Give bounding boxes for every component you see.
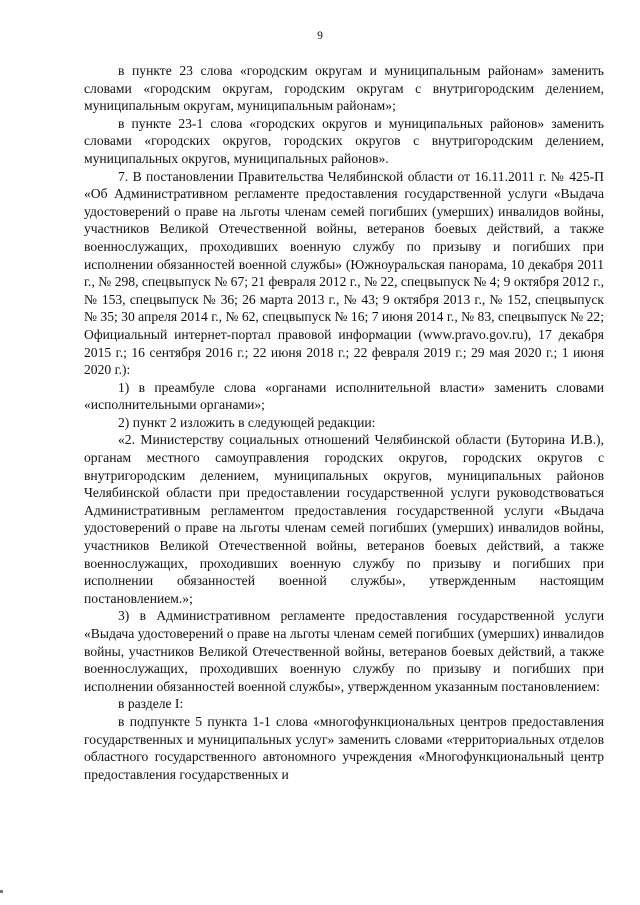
paragraph-item-23: в пункте 23 слова «городским округам и муниципальным районам» заменить словами «городским округам, городским округам с внутригородским делением, муниципальным округам, муниципальным районам»;: [84, 63, 604, 114]
paragraph-section-i: в разделе I:: [118, 696, 184, 712]
paragraph-subitem-1: 1) в преамбуле слова «органами исполнительной власти» заменить словами «исполнительными органами»;: [84, 379, 604, 413]
paragraph-subitem-3: 3) в Административном регламенте предоставления государственной услуги «Выдача удостоверений о праве на льготы членам семей погибших (умерших) инвалидов войны, участников Великой Отечественной войны, ветеранов боевых действий, а также военнослужащих, проходивших военную службу по призыву и погибших при исполнении обязанностей военной службы», утвержденном указанным постановлением:: [84, 608, 604, 694]
paragraph-quoted-item-2: «2. Министерству социальных отношений Челябинской области (Буторина И.В.), органам местного самоуправления городских округов, городских округов с внутригородским делением, муниципальных округов, муниципальных районов Челябинской области при предоставлении государственной услуги руководствоваться Административным регламентом предоставления государственной услуги «Выдача удостоверений о праве на льготы членам семей погибших (умерших) инвалидов войны, участников Великой Отечественной войны, ветеранов боевых действий, а также военнослужащих, проходивших военную службу по призыву и погибших при исполнении обязанностей военной службы», утвержденным настоящим постановлением.»;: [84, 432, 604, 606]
paragraph-subitem-5: в подпункте 5 пункта 1-1 слова «многофункциональных центров предоставления государственных и муниципальных услуг» заменить словами «территориальных отделов областного государственного автономного учреждения «Многофункциональный центр предоставления государственных и: [84, 713, 604, 782]
page-number: 9: [317, 30, 323, 42]
paragraph-subitem-2: 2) пункт 2 изложить в следующей редакции:: [118, 414, 376, 430]
paragraph-item-23-1: в пункте 23-1 слова «городских округов и муниципальных районов» заменить словами «городских округов, городских округов с внутригородским делением, муниципальных округов, муниципальных районов».: [84, 115, 604, 166]
document-body: [84, 62, 604, 783]
scan-edge-mark: [0, 890, 3, 893]
paragraph-section-7: 7. В постановлении Правительства Челябинской области от 16.11.2011 г. № 425-П «Об Административном регламенте предоставления государственной услуги «Выдача удостоверений о праве на льготы членам семей погибших (умерших) инвалидов войны, участников Великой Отечественной войны, ветеранов боевых действий, а также военнослужащих, проходивших военную службу по призыву и погибших при исполнении обязанностей военной службы» (Южноуральская панорама, 10 декабря 2011 г., № 298, спецвыпуск № 67; 21 февраля 2012 г., № 22, спецвыпуск № 4; 9 октября 2012 г., № 153, спецвыпуск № 36; 26 марта 2013 г., № 43; 9 октября 2013 г., № 152, спецвыпуск № 35; 30 апреля 2014 г., № 62, спецвыпуск № 16; 7 июня 2014 г., № 83, спецвыпуск № 22; Официальный интернет-портал правовой информации (www.pravo.gov.ru), 17 декабря 2015 г.; 16 сентября 2016 г.; 22 июня 2018 г.; 22 февраля 2019 г.; 29 мая 2020 г.; 1 июня 2020 г.):: [84, 168, 604, 378]
